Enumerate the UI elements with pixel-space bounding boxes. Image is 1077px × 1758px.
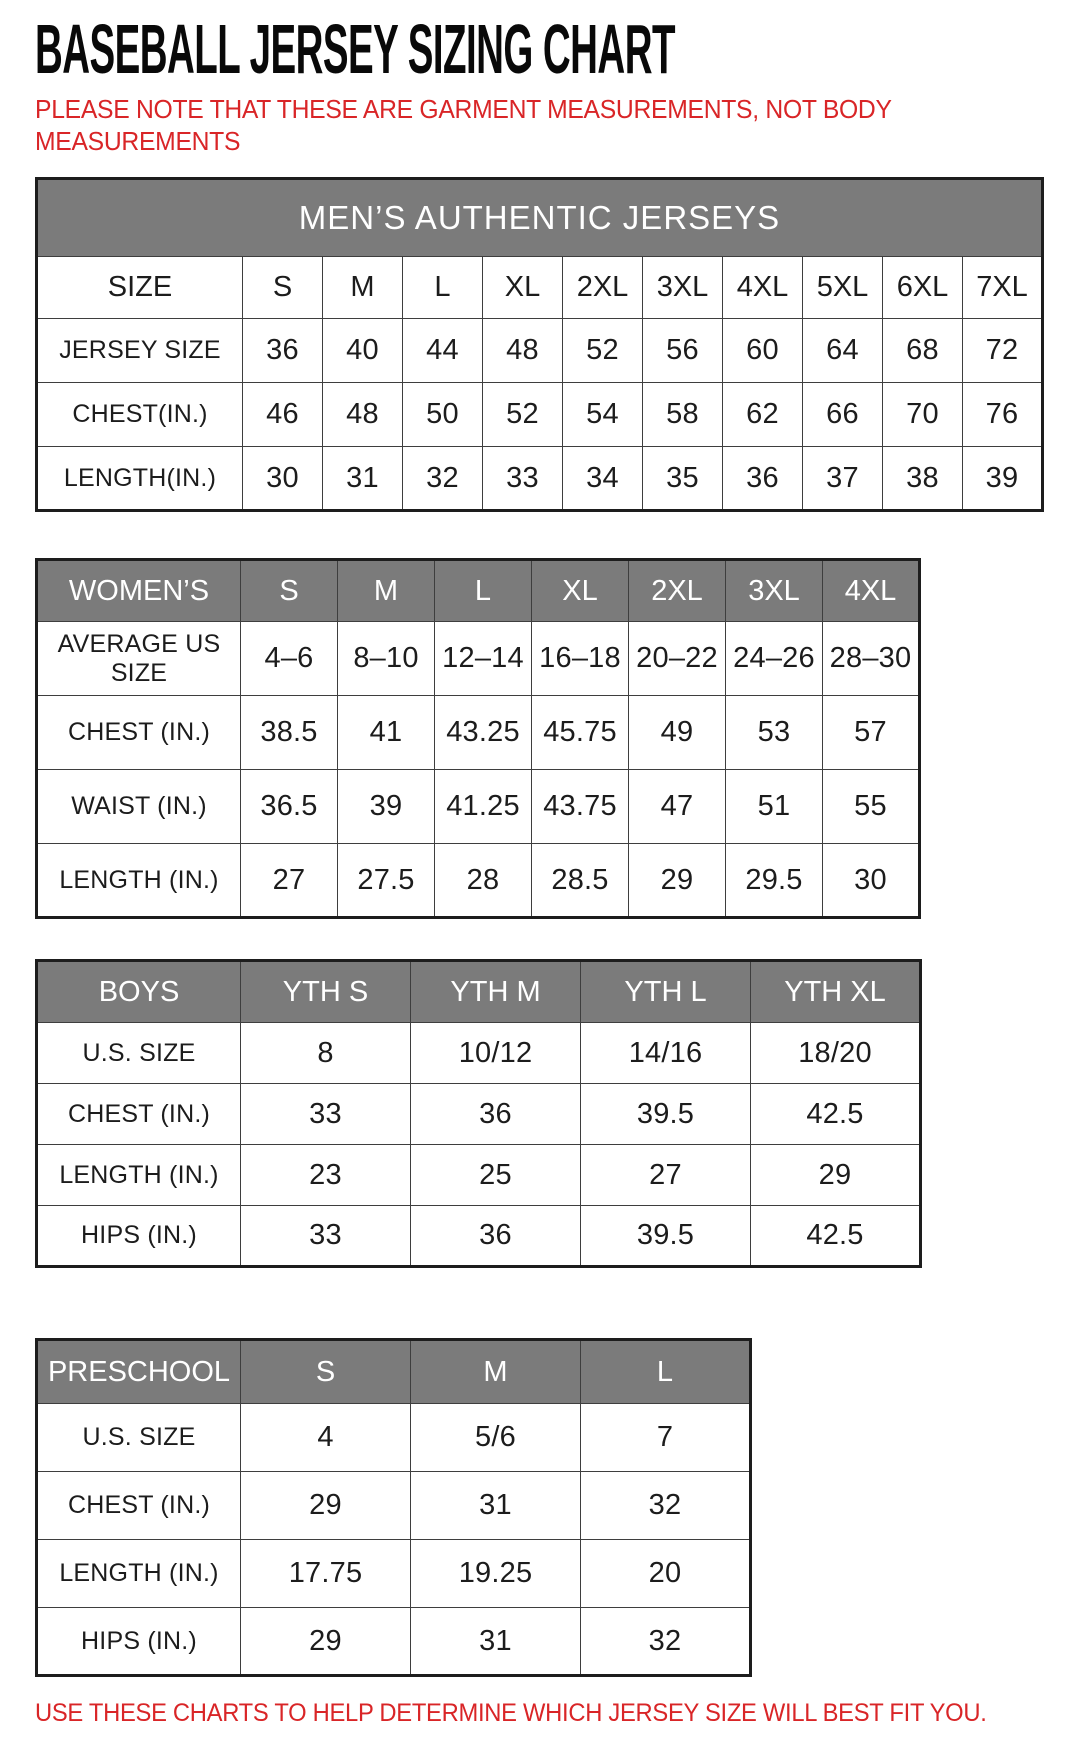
mens-size-value: 52 bbox=[483, 383, 563, 447]
boys-row-label: CHEST (IN.) bbox=[37, 1084, 241, 1145]
mens-table-row bbox=[37, 383, 1043, 447]
preschool-size-value: 31 bbox=[411, 1472, 581, 1540]
preschool-row-label: U.S. SIZE bbox=[37, 1404, 241, 1472]
womens-column-header: XL bbox=[532, 560, 629, 622]
womens-column-header: L bbox=[435, 560, 532, 622]
womens-size-value: 29.5 bbox=[726, 844, 823, 918]
page-title: BASEBALL JERSEY SIZING CHART bbox=[35, 10, 675, 88]
boys-size-value: 33 bbox=[241, 1084, 411, 1145]
womens-column-header: 4XL bbox=[823, 560, 920, 622]
boys-size-table bbox=[35, 959, 922, 1268]
mens-size-value: 68 bbox=[883, 319, 963, 383]
boys-row-label: U.S. SIZE bbox=[37, 1023, 241, 1084]
womens-size-value: 30 bbox=[823, 844, 920, 918]
boys-table-row bbox=[37, 1023, 921, 1084]
mens-column-header: 7XL bbox=[963, 257, 1043, 319]
boys-size-value: 36 bbox=[411, 1084, 581, 1145]
mens-column-header: M bbox=[323, 257, 403, 319]
mens-column-header: XL bbox=[483, 257, 563, 319]
womens-size-table bbox=[35, 558, 921, 919]
boys-table-row bbox=[37, 1084, 921, 1145]
womens-size-value: 39 bbox=[338, 770, 435, 844]
womens-size-value: 4–6 bbox=[241, 622, 338, 696]
mens-row-label: CHEST(IN.) bbox=[37, 383, 243, 447]
mens-size-value: 36 bbox=[723, 447, 803, 511]
womens-table-row bbox=[37, 696, 920, 770]
mens-size-value: 31 bbox=[323, 447, 403, 511]
womens-size-value: 24–26 bbox=[726, 622, 823, 696]
preschool-row-label: CHEST (IN.) bbox=[37, 1472, 241, 1540]
preschool-row-label: HIPS (IN.) bbox=[37, 1608, 241, 1676]
womens-table-row bbox=[37, 622, 920, 696]
preschool-size-value: 32 bbox=[581, 1608, 751, 1676]
mens-size-value: 38 bbox=[883, 447, 963, 511]
womens-size-value: 16–18 bbox=[532, 622, 629, 696]
womens-size-value: 49 bbox=[629, 696, 726, 770]
womens-table-row bbox=[37, 844, 920, 918]
mens-table-row bbox=[37, 319, 1043, 383]
womens-row-label: CHEST (IN.) bbox=[37, 696, 241, 770]
womens-size-value: 53 bbox=[726, 696, 823, 770]
mens-column-header: S bbox=[243, 257, 323, 319]
mens-size-value: 30 bbox=[243, 447, 323, 511]
mens-size-value: 44 bbox=[403, 319, 483, 383]
mens-size-value: 34 bbox=[563, 447, 643, 511]
preschool-size-value: 17.75 bbox=[241, 1540, 411, 1608]
mens-size-value: 54 bbox=[563, 383, 643, 447]
boys-column-header: YTH S bbox=[241, 961, 411, 1023]
womens-size-value: 43.75 bbox=[532, 770, 629, 844]
garment-measurement-note: PLEASE NOTE THAT THESE ARE GARMENT MEASUREMENTS, NOT BODY MEASUREMENTS bbox=[35, 94, 892, 156]
boys-row-label: HIPS (IN.) bbox=[37, 1206, 241, 1267]
preschool-size-value: 4 bbox=[241, 1404, 411, 1472]
womens-corner-header: WOMEN’S bbox=[37, 560, 241, 622]
boys-header-row bbox=[37, 961, 921, 1023]
boys-size-value: 27 bbox=[581, 1145, 751, 1206]
mens-size-value: 58 bbox=[643, 383, 723, 447]
boys-column-header: YTH M bbox=[411, 961, 581, 1023]
mens-column-header: 2XL bbox=[563, 257, 643, 319]
boys-size-value: 14/16 bbox=[581, 1023, 751, 1084]
preschool-column-header: S bbox=[241, 1340, 411, 1404]
footer-note: USE THESE CHARTS TO HELP DETERMINE WHICH JERSEY SIZE WILL BEST FIT YOU. bbox=[35, 1699, 987, 1728]
womens-size-value: 45.75 bbox=[532, 696, 629, 770]
preschool-size-value: 5/6 bbox=[411, 1404, 581, 1472]
mens-size-table bbox=[35, 177, 1044, 512]
mens-size-value: 66 bbox=[803, 383, 883, 447]
womens-row-label: WAIST (IN.) bbox=[37, 770, 241, 844]
mens-size-value: 70 bbox=[883, 383, 963, 447]
preschool-size-value: 29 bbox=[241, 1472, 411, 1540]
womens-size-value: 36.5 bbox=[241, 770, 338, 844]
boys-size-value: 29 bbox=[751, 1145, 921, 1206]
mens-size-value: 76 bbox=[963, 383, 1043, 447]
womens-size-value: 57 bbox=[823, 696, 920, 770]
preschool-column-header: L bbox=[581, 1340, 751, 1404]
womens-size-value: 27.5 bbox=[338, 844, 435, 918]
womens-size-value: 28.5 bbox=[532, 844, 629, 918]
womens-column-header: 2XL bbox=[629, 560, 726, 622]
mens-column-header: 5XL bbox=[803, 257, 883, 319]
womens-size-value: 38.5 bbox=[241, 696, 338, 770]
mens-size-value: 46 bbox=[243, 383, 323, 447]
boys-column-header: YTH XL bbox=[751, 961, 921, 1023]
boys-size-value: 39.5 bbox=[581, 1084, 751, 1145]
boys-row-label: LENGTH (IN.) bbox=[37, 1145, 241, 1206]
sizing-chart-page bbox=[35, 10, 1077, 1728]
preschool-table-row bbox=[37, 1472, 751, 1540]
mens-size-value: 32 bbox=[403, 447, 483, 511]
womens-row-label: LENGTH (IN.) bbox=[37, 844, 241, 918]
womens-size-value: 41.25 bbox=[435, 770, 532, 844]
womens-size-value: 27 bbox=[241, 844, 338, 918]
boys-size-value: 8 bbox=[241, 1023, 411, 1084]
mens-column-header: 4XL bbox=[723, 257, 803, 319]
mens-size-value: 60 bbox=[723, 319, 803, 383]
preschool-corner-header: PRESCHOOL bbox=[37, 1340, 241, 1404]
boys-size-value: 36 bbox=[411, 1206, 581, 1267]
mens-row-label: LENGTH(IN.) bbox=[37, 447, 243, 511]
boys-size-value: 42.5 bbox=[751, 1206, 921, 1267]
mens-size-value: 72 bbox=[963, 319, 1043, 383]
preschool-size-value: 7 bbox=[581, 1404, 751, 1472]
boys-size-value: 42.5 bbox=[751, 1084, 921, 1145]
mens-table-row bbox=[37, 447, 1043, 511]
mens-column-header: 3XL bbox=[643, 257, 723, 319]
womens-size-value: 8–10 bbox=[338, 622, 435, 696]
preschool-size-value: 32 bbox=[581, 1472, 751, 1540]
mens-row-label: JERSEY SIZE bbox=[37, 319, 243, 383]
womens-size-value: 55 bbox=[823, 770, 920, 844]
womens-size-value: 28 bbox=[435, 844, 532, 918]
preschool-size-value: 19.25 bbox=[411, 1540, 581, 1608]
boys-size-value: 25 bbox=[411, 1145, 581, 1206]
womens-column-header: S bbox=[241, 560, 338, 622]
mens-size-value: 35 bbox=[643, 447, 723, 511]
womens-size-value: 12–14 bbox=[435, 622, 532, 696]
boys-size-value: 39.5 bbox=[581, 1206, 751, 1267]
mens-size-value: 62 bbox=[723, 383, 803, 447]
preschool-size-table bbox=[35, 1338, 752, 1677]
preschool-column-header: M bbox=[411, 1340, 581, 1404]
tables-host bbox=[35, 177, 1077, 1677]
mens-size-value: 64 bbox=[803, 319, 883, 383]
boys-size-value: 18/20 bbox=[751, 1023, 921, 1084]
womens-header-row bbox=[37, 560, 920, 622]
mens-size-value: 40 bbox=[323, 319, 403, 383]
womens-size-value: 28–30 bbox=[823, 622, 920, 696]
boys-column-header: YTH L bbox=[581, 961, 751, 1023]
boys-size-value: 23 bbox=[241, 1145, 411, 1206]
mens-size-value: 52 bbox=[563, 319, 643, 383]
womens-size-value: 41 bbox=[338, 696, 435, 770]
preschool-row-label: LENGTH (IN.) bbox=[37, 1540, 241, 1608]
mens-size-value: 39 bbox=[963, 447, 1043, 511]
mens-corner-header: SIZE bbox=[37, 257, 243, 319]
boys-table-row bbox=[37, 1145, 921, 1206]
womens-column-header: M bbox=[338, 560, 435, 622]
mens-size-value: 37 bbox=[803, 447, 883, 511]
womens-size-value: 43.25 bbox=[435, 696, 532, 770]
boys-corner-header: BOYS bbox=[37, 961, 241, 1023]
womens-row-label: AVERAGE US SIZE bbox=[37, 622, 241, 696]
mens-size-value: 48 bbox=[323, 383, 403, 447]
mens-size-value: 50 bbox=[403, 383, 483, 447]
boys-table-row bbox=[37, 1206, 921, 1267]
womens-size-value: 20–22 bbox=[629, 622, 726, 696]
preschool-size-value: 20 bbox=[581, 1540, 751, 1608]
womens-column-header: 3XL bbox=[726, 560, 823, 622]
boys-size-value: 33 bbox=[241, 1206, 411, 1267]
mens-size-value: 33 bbox=[483, 447, 563, 511]
womens-size-value: 29 bbox=[629, 844, 726, 918]
mens-column-header: 6XL bbox=[883, 257, 963, 319]
preschool-header-row bbox=[37, 1340, 751, 1404]
mens-banner: MEN’S AUTHENTIC JERSEYS bbox=[37, 179, 1043, 257]
preschool-table-row bbox=[37, 1404, 751, 1472]
preschool-size-value: 29 bbox=[241, 1608, 411, 1676]
womens-size-value: 47 bbox=[629, 770, 726, 844]
womens-size-value: 51 bbox=[726, 770, 823, 844]
mens-column-header: L bbox=[403, 257, 483, 319]
mens-header-row bbox=[37, 257, 1043, 319]
womens-table-row bbox=[37, 770, 920, 844]
mens-size-value: 36 bbox=[243, 319, 323, 383]
boys-size-value: 10/12 bbox=[411, 1023, 581, 1084]
preschool-table-row bbox=[37, 1540, 751, 1608]
mens-banner-row bbox=[37, 179, 1043, 257]
mens-size-value: 48 bbox=[483, 319, 563, 383]
preschool-size-value: 31 bbox=[411, 1608, 581, 1676]
preschool-table-row bbox=[37, 1608, 751, 1676]
mens-size-value: 56 bbox=[643, 319, 723, 383]
